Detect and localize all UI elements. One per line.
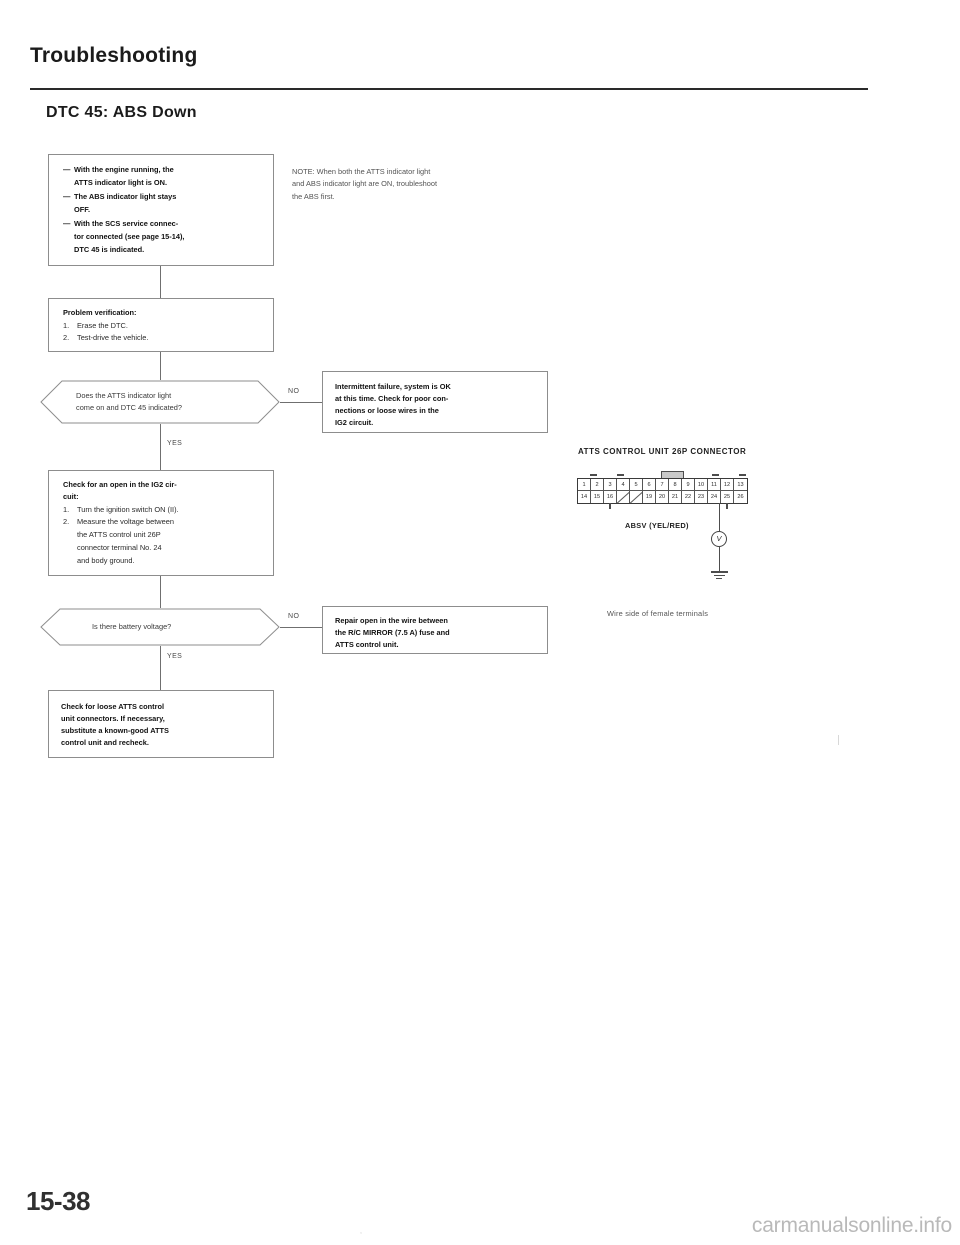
step-text: the ATTS control unit 26P	[77, 529, 161, 539]
step-text: Turn the ignition switch ON (II).	[77, 504, 179, 514]
section-title: DTC 45: ABS Down	[46, 104, 197, 121]
decision-line: Is there battery voltage?	[92, 622, 172, 632]
title-divider	[30, 88, 868, 90]
symptom-bullet	[63, 191, 263, 217]
note-block	[292, 166, 562, 203]
connector-pin-grid	[577, 478, 748, 504]
decision-battery-voltage	[40, 608, 280, 646]
intermittent-line: IG2 circuit.	[335, 417, 374, 427]
repair-line: ATTS control unit.	[335, 639, 399, 649]
pin-cell: 14	[578, 491, 591, 503]
decision-line: come on and DTC 45 indicated?	[76, 403, 182, 412]
pin-cell-blank	[617, 491, 630, 503]
note-line: the ABS first.	[292, 191, 335, 201]
pin-cell: 20	[656, 491, 669, 503]
pin-cell: 1	[578, 479, 591, 491]
pin-cell: 13	[734, 479, 747, 491]
pin-cell: 6	[643, 479, 656, 491]
problem-verification-box	[48, 298, 274, 352]
pin-cell: 7	[656, 479, 669, 491]
intermittent-line: at this time. Check for poor con-	[335, 393, 449, 403]
pin-cell: 9	[682, 479, 695, 491]
print-mark: ,	[360, 1228, 362, 1235]
symptom-line: tor connected (see page 15-14),	[74, 231, 185, 241]
symptom-box	[48, 154, 274, 266]
repair-line: Repair open in the wire between	[335, 616, 448, 625]
page-title: Troubleshooting	[30, 44, 198, 67]
intermittent-line: nections or loose wires in the	[335, 405, 439, 415]
symptom-line: DTC 45 is indicated.	[74, 244, 145, 254]
ground-symbol-icon	[716, 578, 722, 579]
note-line: NOTE: When both the ATTS indicator light	[292, 167, 431, 176]
connector-nub	[590, 474, 597, 476]
check-open-heading: cuit:	[63, 491, 79, 501]
pin-cell: 22	[682, 491, 695, 503]
symptom-bullet	[63, 164, 263, 190]
pin-cell: 12	[721, 479, 734, 491]
connector-nub	[609, 503, 611, 509]
pin-cell-blank	[630, 491, 643, 503]
pin-cell: 16	[604, 491, 617, 503]
decision-line: Does the ATTS indicator light	[76, 391, 172, 401]
pin-cell: 8	[669, 479, 682, 491]
branch-label-yes: YES	[167, 440, 183, 447]
pin-cell: 21	[669, 491, 682, 503]
check-open-step	[63, 516, 263, 568]
symptom-line: ATTS indicator light is ON.	[74, 177, 168, 187]
final-line: substitute a known-good ATTS	[61, 725, 169, 735]
step-number: 1.	[63, 504, 70, 514]
connector-title: ATTS CONTROL UNIT 26P CONNECTOR	[578, 447, 747, 456]
connector-caption: Wire side of female terminals	[607, 609, 709, 618]
step-number: 2.	[63, 516, 70, 526]
connector-nub	[739, 474, 746, 476]
pin-cell: 26	[737, 494, 744, 500]
connector-row-top	[578, 479, 747, 491]
wire-color-label: ABSV (YEL/RED)	[625, 521, 689, 530]
note-line: and ABS indicator light are ON, troubleshoot	[292, 179, 438, 189]
pin-cell: 19	[643, 491, 656, 503]
site-watermark: carmanualsonline.info	[751, 1214, 952, 1237]
step-number: 1.	[63, 320, 70, 330]
symptom-line: With the engine running, the	[74, 165, 174, 174]
flow-connector-line	[160, 424, 161, 470]
pin-cell: 5	[630, 479, 643, 491]
pin-cell: 4	[617, 479, 630, 491]
pin-cell: 23	[695, 491, 708, 503]
pin-cell: 15	[591, 491, 604, 503]
verify-step	[63, 332, 263, 344]
verify-heading: Problem verification:	[63, 308, 137, 317]
pin-cell: 25	[721, 491, 734, 503]
pin-cell: 2	[591, 479, 604, 491]
page-number: 15-38	[26, 1186, 90, 1216]
intermittent-line: Intermittent failure, system is OK	[335, 382, 451, 391]
flow-connector-line	[160, 266, 161, 298]
connector-nub	[617, 474, 624, 476]
ground-symbol-icon	[714, 575, 725, 576]
step-text: Test-drive the vehicle.	[77, 332, 149, 342]
bullet-dash-icon: —	[63, 218, 71, 228]
check-open-box	[48, 470, 274, 576]
final-line: control unit and recheck.	[61, 737, 149, 747]
verify-step	[63, 320, 263, 332]
check-open-heading: Check for an open in the IG2 cir-	[63, 480, 177, 489]
symptom-line: With the SCS service connec-	[74, 218, 179, 228]
symptom-bullet	[63, 218, 263, 257]
voltmeter-icon: V	[711, 531, 727, 547]
check-open-step	[63, 504, 263, 516]
decision-atts-light	[40, 380, 280, 424]
symptom-line: OFF.	[74, 204, 91, 214]
flow-connector-line	[160, 352, 161, 380]
final-check-box	[48, 690, 274, 758]
final-line: unit connectors. If necessary,	[61, 713, 165, 723]
pin-cell: 10	[695, 479, 708, 491]
branch-label-yes: YES	[167, 653, 183, 660]
intermittent-failure-box	[322, 371, 548, 433]
bullet-dash-icon: —	[63, 191, 71, 201]
branch-label-no: NO	[288, 613, 300, 620]
connector-nub	[712, 474, 719, 476]
step-text: connector terminal No. 24	[77, 542, 162, 552]
step-text: Measure the voltage between	[77, 516, 174, 526]
symptom-line: The ABS indicator light stays	[74, 191, 177, 201]
wire-lead-line	[719, 547, 720, 571]
pin-cell: 11	[708, 479, 721, 491]
pin-cell: 3	[604, 479, 617, 491]
flow-connector-line	[280, 402, 322, 403]
step-text: Erase the DTC.	[77, 320, 128, 330]
repair-open-box	[322, 606, 548, 654]
flow-connector-line	[160, 646, 161, 690]
bullet-dash-icon: —	[63, 165, 71, 174]
page-edge-tick	[838, 735, 839, 745]
wire-lead-line	[719, 503, 720, 531]
branch-label-no: NO	[288, 388, 300, 395]
step-number: 2.	[63, 332, 70, 342]
pin-cell: 24	[708, 491, 721, 503]
repair-line: the R/C MIRROR (7.5 A) fuse and	[335, 627, 450, 637]
final-line: Check for loose ATTS control	[61, 702, 165, 711]
flow-connector-line	[160, 576, 161, 608]
connector-row-bottom	[578, 491, 747, 503]
connector-nub	[726, 503, 728, 509]
ground-symbol-icon	[711, 571, 728, 573]
step-text: and body ground.	[77, 555, 135, 565]
flow-connector-line	[280, 627, 322, 628]
